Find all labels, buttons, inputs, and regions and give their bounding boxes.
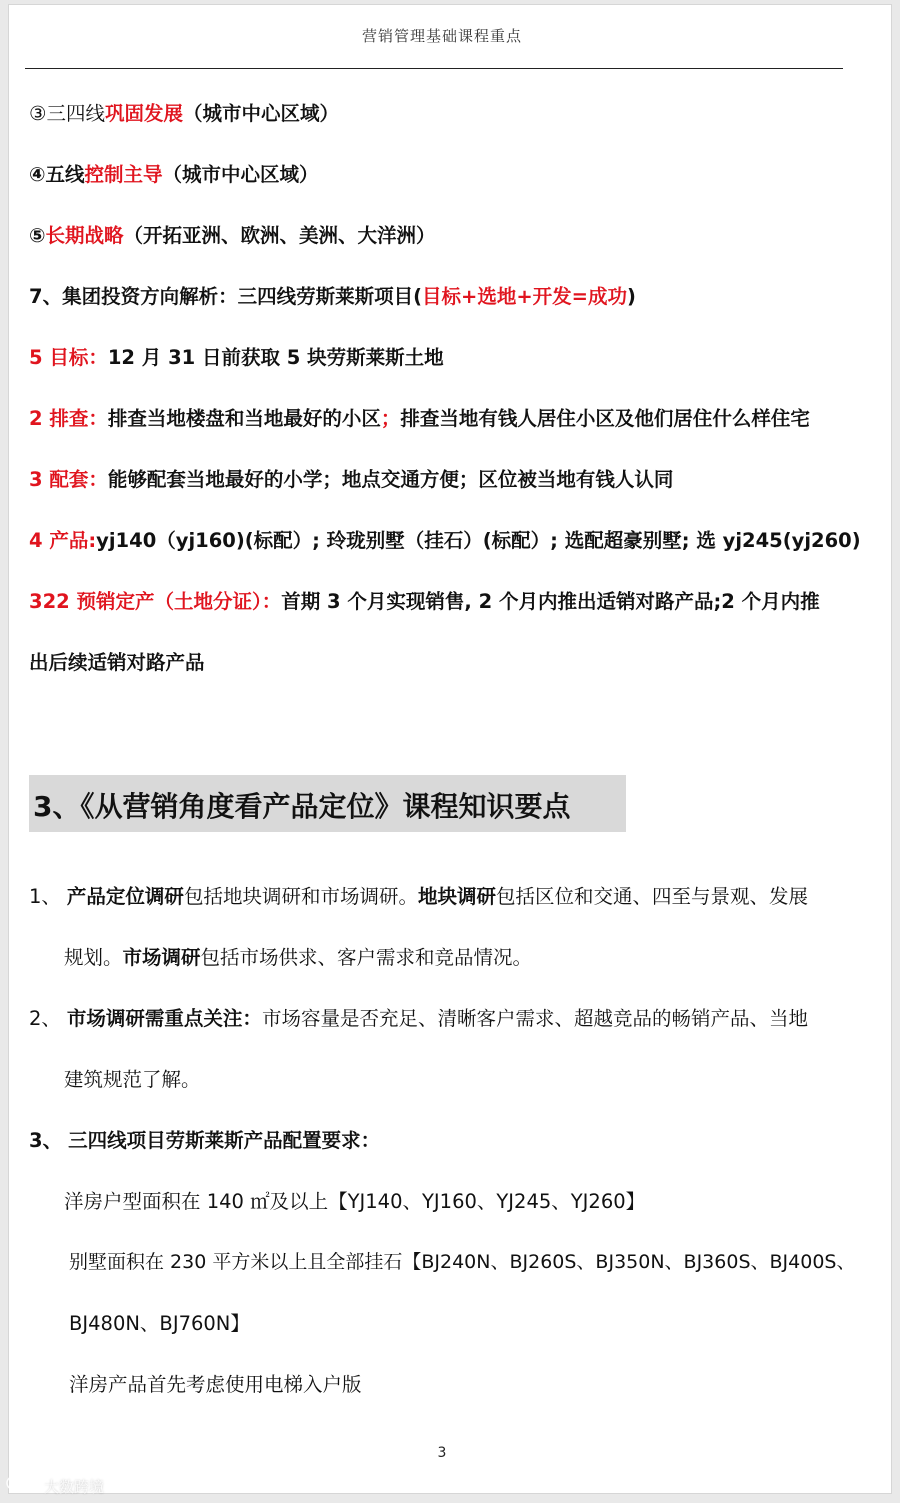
strategy-line-3: ③三四线巩固发展（城市中心区域） — [29, 102, 340, 125]
section-heading — [29, 775, 626, 832]
sub-item: 洋房产品首先考虑使用电梯入户版 — [69, 1373, 362, 1396]
page-number: 3 — [437, 1445, 447, 1461]
investigation-line: 2 排查：排查当地楼盘和当地最好的小区；排查当地有钱人居住小区及他们居住什么样住宅 — [29, 407, 810, 430]
target-line: 5 目标：12 月 31 日前获取 5 块劳斯莱斯土地 — [29, 346, 444, 369]
document-page — [8, 4, 892, 1494]
wechat-logo-icon — [6, 1474, 40, 1496]
investment-direction-line: 7、集团投资方向解析：三四线劳斯莱斯项目(目标+选地+开发=成功) — [29, 285, 636, 308]
watermark-text: 大数跨境 — [44, 1478, 105, 1496]
list-item-continued: 建筑规范了解。 — [64, 1068, 201, 1091]
highlight-text: 巩固发展 — [104, 102, 183, 125]
section-title: 3、《从营销角度看产品定位》课程知识要点 — [33, 790, 571, 823]
highlight-text: 目标+选地+开发=成功 — [421, 285, 628, 308]
sub-item: 洋房户型面积在 140 ㎡及以上【YJ140、YJ160、YJ245、YJ260】 — [64, 1190, 646, 1213]
watermark — [6, 1474, 104, 1497]
highlight-text: 控制主导 — [84, 163, 163, 186]
strategy-line-5: ⑤长期战略（开拓亚洲、欧洲、美洲、大洋洲） — [29, 224, 436, 247]
presale-line: 322 预销定产（土地分证）：首期 3 个月实现销售, 2 个月内推出适销对路产品;2 个月内推 — [29, 590, 820, 613]
sub-item: BJ480N、BJ760N】 — [69, 1312, 250, 1335]
list-item-continued: 规划。市场调研包括市场供求、客户需求和竞品情况。 — [64, 946, 533, 969]
header-divider — [25, 68, 843, 69]
list-item: 3、 三四线项目劳斯莱斯产品配置要求： — [29, 1129, 381, 1152]
list-item: 1、 产品定位调研包括地块调研和市场调研。地块调研包括区位和交通、四至与景观、发展 — [29, 885, 808, 908]
presale-line-continued: 出后续适销对路产品 — [29, 651, 205, 674]
highlight-text: 长期战略 — [45, 224, 124, 247]
product-line: 4 产品:yj140（yj160)(标配）; 玲珑别墅（挂石）(标配）; 选配超豪别墅; 选 yj245(yj260) — [29, 529, 861, 552]
page-header: 营销管理基础课程重点 — [361, 27, 522, 45]
facilities-line: 3 配套：能够配套当地最好的小学；地点交通方便；区位被当地有钱人认同 — [29, 468, 674, 491]
list-item: 2、 市场调研需重点关注：市场容量是否充足、清晰客户需求、超越竞品的畅销产品、当地 — [29, 1007, 808, 1030]
sub-item: 别墅面积在 230 平方米以上且全部挂石【BJ240N、BJ260S、BJ350N、BJ360S、BJ400S、 — [69, 1251, 856, 1273]
strategy-line-4: ④五线控制主导（城市中心区域） — [29, 163, 319, 186]
